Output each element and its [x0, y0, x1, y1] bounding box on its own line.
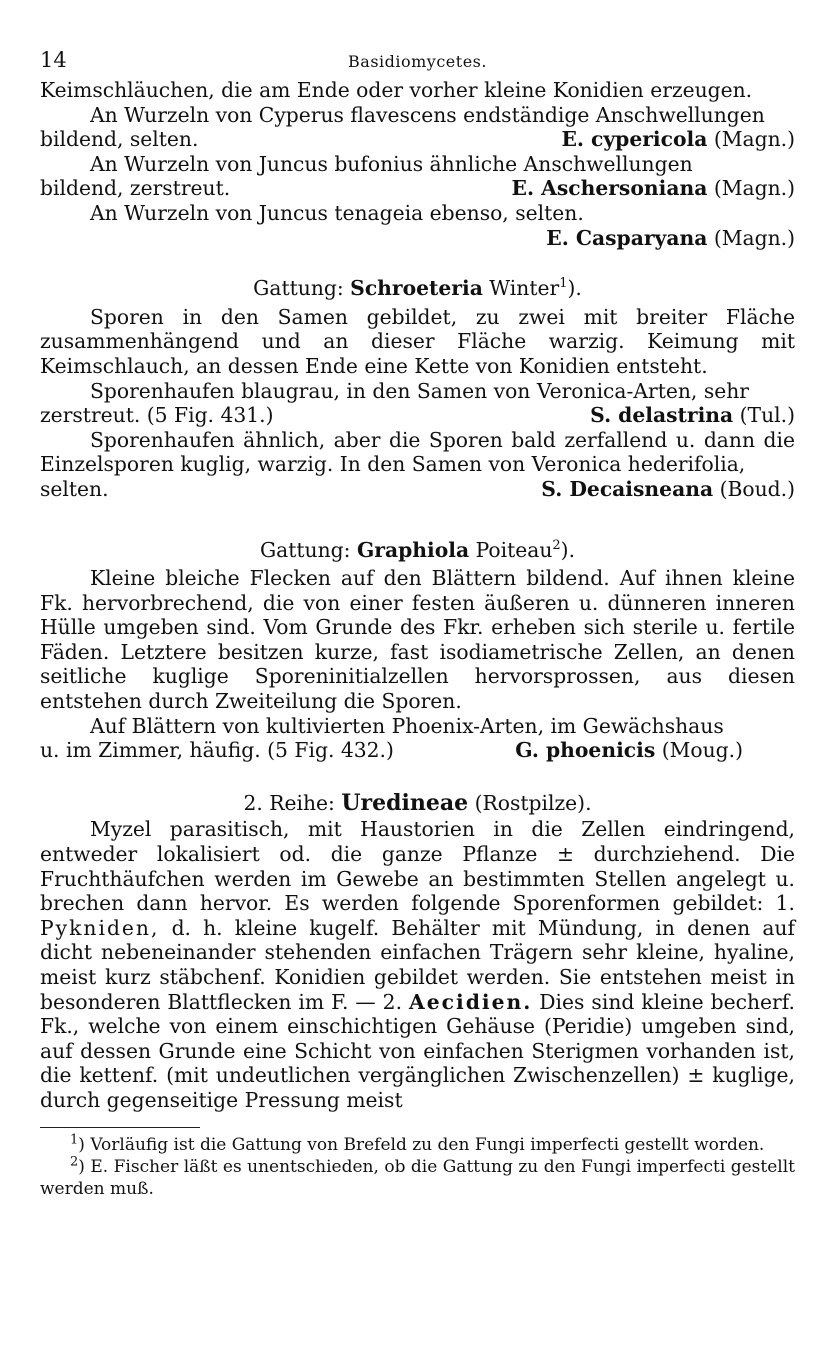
text-line: Sporenhaufen blaugrau, in den Samen von Veronica-Arten, sehr	[90, 378, 749, 403]
paragraph: Sporen in den Samen gebildet, zu zwei mit breiter Fläche zusammenhängend und an dieser Fläche warzig. Keimung mit Keimschlauch, an dessen Ende eine Kette von Konidien entsteht.	[40, 304, 795, 378]
text-line: selten.	[40, 476, 109, 501]
footnote-rule	[40, 1127, 200, 1128]
footnote-mark: 2	[552, 537, 561, 553]
species-line	[40, 477, 795, 502]
text-line: An Wurzeln von Juncus tenageia ebenso, selten.	[90, 200, 584, 225]
species-line	[40, 176, 795, 201]
paragraph: Kleine bleiche Flecken auf den Blättern bildend. Auf ihnen kleine Fk. hervorbrechend, die von einer festen äußeren u. dünneren inneren Hülle umgeben sind. Vom Grunde des Fkr. erheben sich sterile u. fertile Fäden. Letztere besitzen kurze, fast isodiametrische Zellen, an denen seitliche kuglige Sporeninitialzellen hervorsprossen, aus diesen entstehen durch Zweiteilung die Sporen.	[40, 566, 795, 714]
page-header	[40, 48, 795, 78]
paragraph: Sporenhaufen ähnlich, aber die Sporen bald zerfallend u. dann die Einzelsporen kuglig, warzig. In den Samen von Veronica hederifolia,	[40, 427, 795, 477]
species-name: E. Casparyana (Magn.)	[546, 225, 795, 250]
footnote-mark: 1	[559, 276, 568, 292]
species-line	[40, 403, 795, 428]
species-name: E. cypericola (Magn.)	[561, 127, 795, 152]
paragraph: Myzel parasitisch, mit Haustorien in die Zellen eindringend, entweder lokalisiert od. die ganze Pflanze ± durchziehend. Die Fruchthäufchen werden im Gewebe an bestimmten Stellen angelegt u. brechen dann hervor. Es werden folgende Sporenformen gebildet: 1. Pykniden, d. h. kleine kugelf. Behälter mit Mündung, in denen auf dicht nebeneinander stehenden einfachen Trägern sehr kleine, hyaline, meist kurz stäbchenf. Konidien gebildet werden. Sie entstehen meist in besonderen Blattflecken im F. — 2. Aecidien. Dies sind kleine becherf. Fk., welche von einem einschichtigen Gehäuse (Peridie) umgeben sind, auf dessen Grunde eine Schicht von einfachen Sterigmen vorhanden ist, die kettenf. (mit undeutlichen vergänglichen Zwischenzellen) ± kuglige, durch gegenseitige Pressung meist	[40, 817, 795, 1112]
running-title: Basidiomycetes.	[348, 52, 487, 71]
species-name: S. delastrina (Tul.)	[590, 403, 795, 428]
footnote: $^2$) E. Fischer läßt es unentschieden, ob die Gattung zu den Fungi imperfecti gestellt werden muß.	[40, 1153, 795, 1199]
page-number: 14	[40, 48, 67, 72]
text-line: bildend, selten.	[40, 127, 199, 152]
footnote: $^1$) Vorläufig ist die Gattung von Brefeld zu den Fungi imperfecti gestellt worden.	[70, 1131, 765, 1155]
genus-heading: Gattung: Graphiola Poiteau$^2$).	[259, 537, 576, 562]
species-name: E. Aschersoniana (Magn.)	[511, 176, 795, 201]
species-name: S. Decaisneana (Boud.)	[541, 476, 795, 501]
text-line: An Wurzeln von Juncus bufonius ähnliche Anschwellungen	[90, 151, 693, 176]
text-line: Auf Blättern von kultivierten Phoenix-Arten, im Gewächshaus	[90, 713, 724, 738]
series-heading: 2. Reihe: Uredineae (Rostpilze).	[243, 789, 592, 816]
genus-heading: Gattung: Schroeteria Winter$^1$).	[253, 276, 582, 301]
text-line: An Wurzeln von Cyperus flavescens endständige Anschwellungen	[90, 102, 765, 127]
species-line	[40, 127, 795, 152]
text-line: Keimschläuchen, die am Ende oder vorher kleine Konidien erzeugen.	[40, 78, 753, 102]
book-page	[40, 48, 795, 1200]
species-line	[40, 738, 795, 763]
text-line: u. im Zimmer, häufig. (5 Fig. 432.)	[40, 738, 394, 763]
species-name: G. phoenicis (Moug.)	[515, 738, 743, 763]
text-line: bildend, zerstreut.	[40, 176, 231, 201]
text-line: zerstreut. (5 Fig. 431.)	[40, 403, 274, 428]
